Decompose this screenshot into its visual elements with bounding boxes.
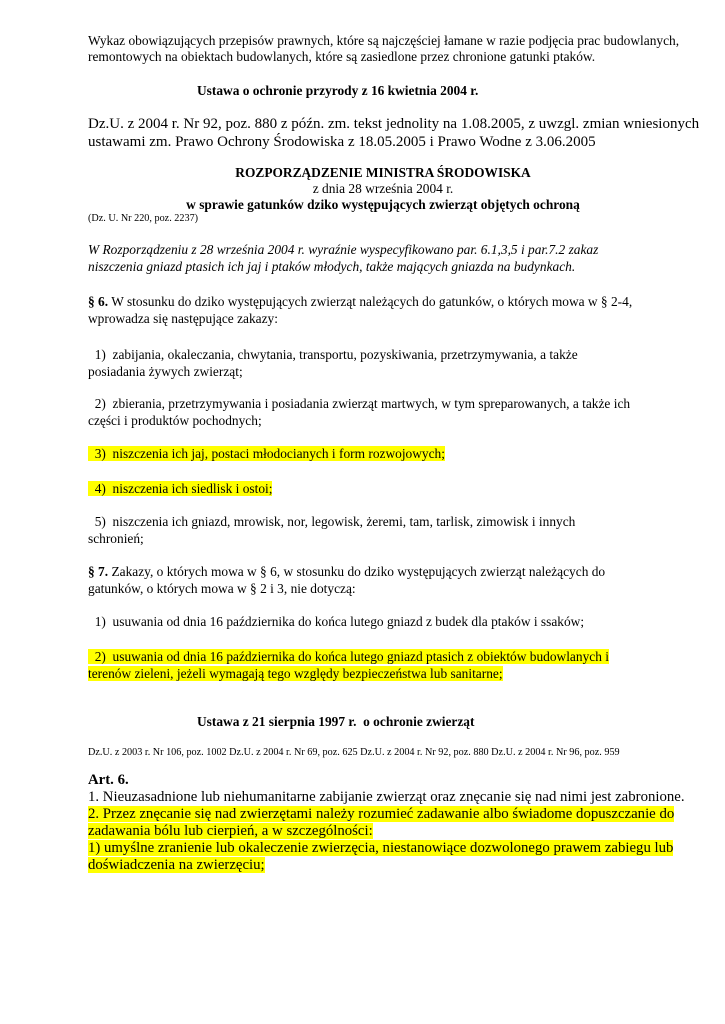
regulation-note-line-2: niszczenia gniazd ptasich ich jaj i ptaków młodych, także mających gniazda na budynkach. xyxy=(88,259,576,274)
act1-title: Ustawa o ochronie przyrody z 16 kwietnia 2004 r. xyxy=(197,83,479,98)
act2-p3-line-2-text: doświadczenia na zwierzęciu; xyxy=(88,857,265,873)
par6-label: § 6. xyxy=(88,294,109,309)
act2-ref: Dz.U. z 2003 r. Nr 106, poz. 1002 Dz.U. z 2004 r. Nr 69, poz. 625 Dz.U. z 2004 r. Nr 92, poz. 880 Dz.U. z 2004 r. Nr 96, poz. 959 xyxy=(88,747,620,758)
act2-art-label: Art. 6. xyxy=(88,772,129,788)
act2-p3-line-1-text: 1) umyślne zranienie lub okaleczenie zwierzęcia, niestanowiące dozwolonego prawem zabiegu lub xyxy=(88,840,674,856)
regulation-subject: w sprawie gatunków dziko występujących zwierząt objętych ochroną xyxy=(186,197,580,212)
par6-item-1-line-1: 1) zabijania, okaleczania, chwytania, transportu, pozyskiwania, przetrzymywania, a także xyxy=(88,347,578,362)
par6-item-3-text: 3) niszczenia ich jaj, postaci młodocianych i form rozwojowych; xyxy=(88,446,445,461)
act2-p2-line-2 xyxy=(88,823,688,840)
act2-p3-line-2 xyxy=(88,857,688,874)
par6-item-2-line-1: 2) zbierania, przetrzymywania i posiadania zwierząt martwych, w tym spreparowanych, a także ich xyxy=(88,396,631,411)
par7-intro-line-2: gatunków, o których mowa w § 2 i 3, nie dotyczą: xyxy=(88,581,356,596)
par6-item-5-line-1: 5) niszczenia ich gniazd, mrowisk, nor, legowisk, żeremi, tam, tarlisk, zimowisk i innych xyxy=(88,514,576,529)
regulation-date: z dnia 28 września 2004 r. xyxy=(312,181,454,196)
par6-item-4 xyxy=(88,481,688,498)
intro-line-1: Wykaz obowiązujących przepisów prawnych, które są najczęściej łamane w razie podjęcia prac budowlanych, xyxy=(88,33,680,48)
act2-p1: 1. Nieuzasadnione lub niehumanitarne zabijanie zwierząt oraz znęcanie się nad nimi jest zabronione. xyxy=(88,789,685,805)
par7-label: § 7. xyxy=(88,564,109,579)
par7-item-1: 1) usuwania od dnia 16 października do końca lutego gniazd z budek dla ptaków i ssaków; xyxy=(88,614,585,629)
par6-item-2-line-2: części i produktów pochodnych; xyxy=(88,413,262,428)
par6-item-3 xyxy=(88,446,688,463)
par6-intro-line-1 xyxy=(88,294,688,311)
par6-item-1-line-2: posiadania żywych zwierząt; xyxy=(88,364,243,379)
par6-intro-line-2: wprowadza się następujące zakazy: xyxy=(88,311,278,326)
par7-item-2-line-1 xyxy=(88,649,688,666)
par7-text: Zakazy, o których mowa w § 6, w stosunku do dziko występujących zwierząt należących do xyxy=(108,564,606,579)
par7-item-2-line-2-text: terenów zieleni, jeżeli wymagają tego względy bezpieczeństwa lub sanitarne; xyxy=(88,666,503,681)
par6-item-5-line-2: schronień; xyxy=(88,531,144,546)
par6-item-4-text: 4) niszczenia ich siedlisk i ostoi; xyxy=(88,481,273,496)
act2-title: Ustawa z 21 sierpnia 1997 r. o ochronie zwierząt xyxy=(197,714,475,729)
act2-p3-line-1 xyxy=(88,840,688,857)
act1-ref-line-1: Dz.U. z 2004 r. Nr 92, poz. 880 z późn. zm. tekst jednolity na 1.08.2005, z uwzgl. zmian wniesionych xyxy=(88,116,700,132)
par7-item-2-line-2 xyxy=(88,666,688,683)
act2-p2-line-2-text: zadawania bólu lub cierpień, a w szczególności: xyxy=(88,823,373,839)
intro-line-2: remontowych na obiektach budowlanych, które są zasiedlone przez chronione gatunki ptaków. xyxy=(88,49,596,64)
act1-ref-line-2: ustawami zm. Prawo Ochrony Środowiska z 18.05.2005 i Prawo Wodne z 3.06.2005 xyxy=(88,134,596,150)
regulation-title: ROZPORZĄDZENIE MINISTRA ŚRODOWISKA xyxy=(235,165,531,180)
act2-p2-line-1-text: 2. Przez znęcanie się nad zwierzętami należy rozumieć zadawanie albo świadome dopuszczanie do xyxy=(88,806,675,822)
act2-p2-line-1 xyxy=(88,806,688,823)
par7-item-2-line-1-text: 2) usuwania od dnia 16 października do końca lutego gniazd ptasich z obiektów budowlanych i xyxy=(88,649,609,664)
regulation-note-line-1: W Rozporządzeniu z 28 września 2004 r. wyraźnie wyspecyfikowano par. 6.1,3,5 i par.7.2 zakaz xyxy=(88,242,599,257)
par7-intro-line-1 xyxy=(88,564,688,581)
par6-text: W stosunku do dziko występujących zwierząt należących do gatunków, o których mowa w § 2-4, xyxy=(108,294,633,309)
regulation-ref: (Dz. U. Nr 220, poz. 2237) xyxy=(88,213,199,224)
